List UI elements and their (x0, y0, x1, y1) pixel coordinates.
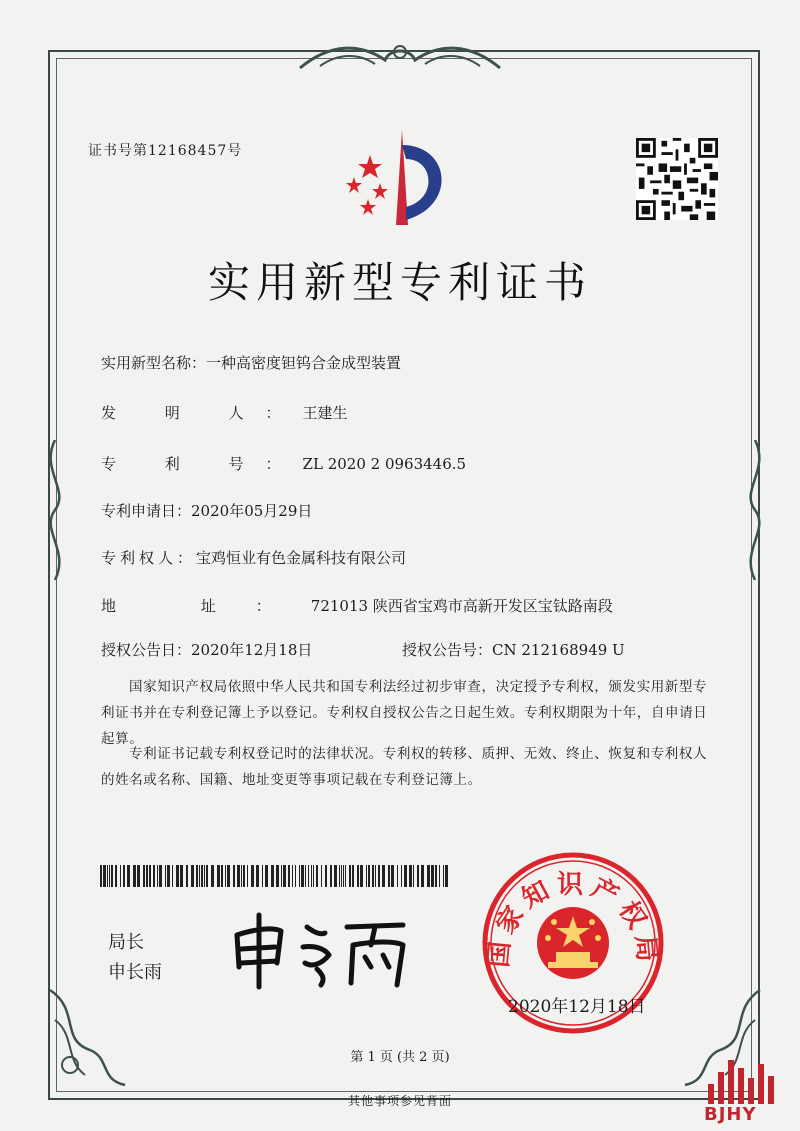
patent-holder-value: 宝鸡恒业有色金属科技有限公司 (196, 549, 407, 567)
issue-date: 2020年12月18日 (508, 997, 646, 1017)
body-paragraph-1: 国家知识产权局依照中华人民共和国专利法经过初步审查，决定授予专利权，颁发实用新型专利证书并在专利登记簿上予以登记。专利权自授权公告之日起生效。专利权期限为十年，自申请日起算。 (101, 679, 708, 747)
inventor-value: 王建生 (302, 404, 348, 422)
address-value: 721013 陕西省宝鸡市高新开发区宝钛路南段 (310, 597, 613, 615)
grant-date-value: 2020年12月18日 (191, 641, 313, 659)
director-name: 申长雨 (108, 962, 162, 983)
page-number: 第 1 页 (共 2 页) (350, 1050, 450, 1065)
inventor-label: 发 明 人： (101, 404, 303, 422)
top-ornament-icon (290, 38, 510, 78)
field-grant-date (101, 639, 312, 660)
grant-date-label: 授权公告日： (101, 641, 192, 659)
watermark-text: BJHY (704, 1104, 757, 1125)
filing-date-label: 专利申请日： (101, 502, 192, 520)
filing-date-value: 2020年05月29日 (191, 502, 313, 520)
utility-name-value: 一种高密度钽钨合金成型装置 (206, 354, 402, 372)
patent-number-value: ZL 2020 2 0963446.5 (302, 455, 467, 473)
grant-number-value: CN 212168949 U (492, 641, 625, 659)
patent-number-label: 专 利 号： (101, 455, 303, 473)
field-filing-date (101, 500, 312, 521)
seal-text: 国家知识产权局 (483, 870, 663, 969)
barcode-icon (100, 865, 450, 887)
patent-holder-label: 专利权人： (101, 549, 197, 567)
right-ornament-icon (740, 440, 770, 580)
left-ornament-icon (40, 440, 70, 580)
field-grant-number (402, 639, 625, 660)
signature-icon (225, 905, 415, 995)
back-note: 其他事项参见背面 (347, 1094, 452, 1108)
director-title: 局长 (108, 932, 144, 953)
certificate-number: 证书号第12168457号 (88, 143, 243, 159)
body-paragraph-2: 专利证书记载专利权登记时的法律状况。专利权的转移、质押、无效、终止、恢复和专利权人的姓名或名称、国籍、地址变更等事项记载在专利登记簿上。 (101, 746, 708, 788)
certificate-title: 实用新型专利证书 (207, 258, 592, 307)
field-patent-number (101, 453, 466, 474)
field-utility-name (101, 352, 401, 373)
utility-name-label: 实用新型名称： (101, 354, 207, 372)
address-label: 地 址： (101, 597, 311, 615)
field-inventor (101, 402, 348, 423)
grant-number-label: 授权公告号： (402, 641, 493, 659)
field-patent-holder (101, 547, 406, 568)
qr-code-icon (636, 138, 718, 220)
bottom-left-ornament-icon (40, 980, 130, 1090)
cnipa-logo-icon (340, 125, 465, 235)
field-address (101, 595, 613, 616)
